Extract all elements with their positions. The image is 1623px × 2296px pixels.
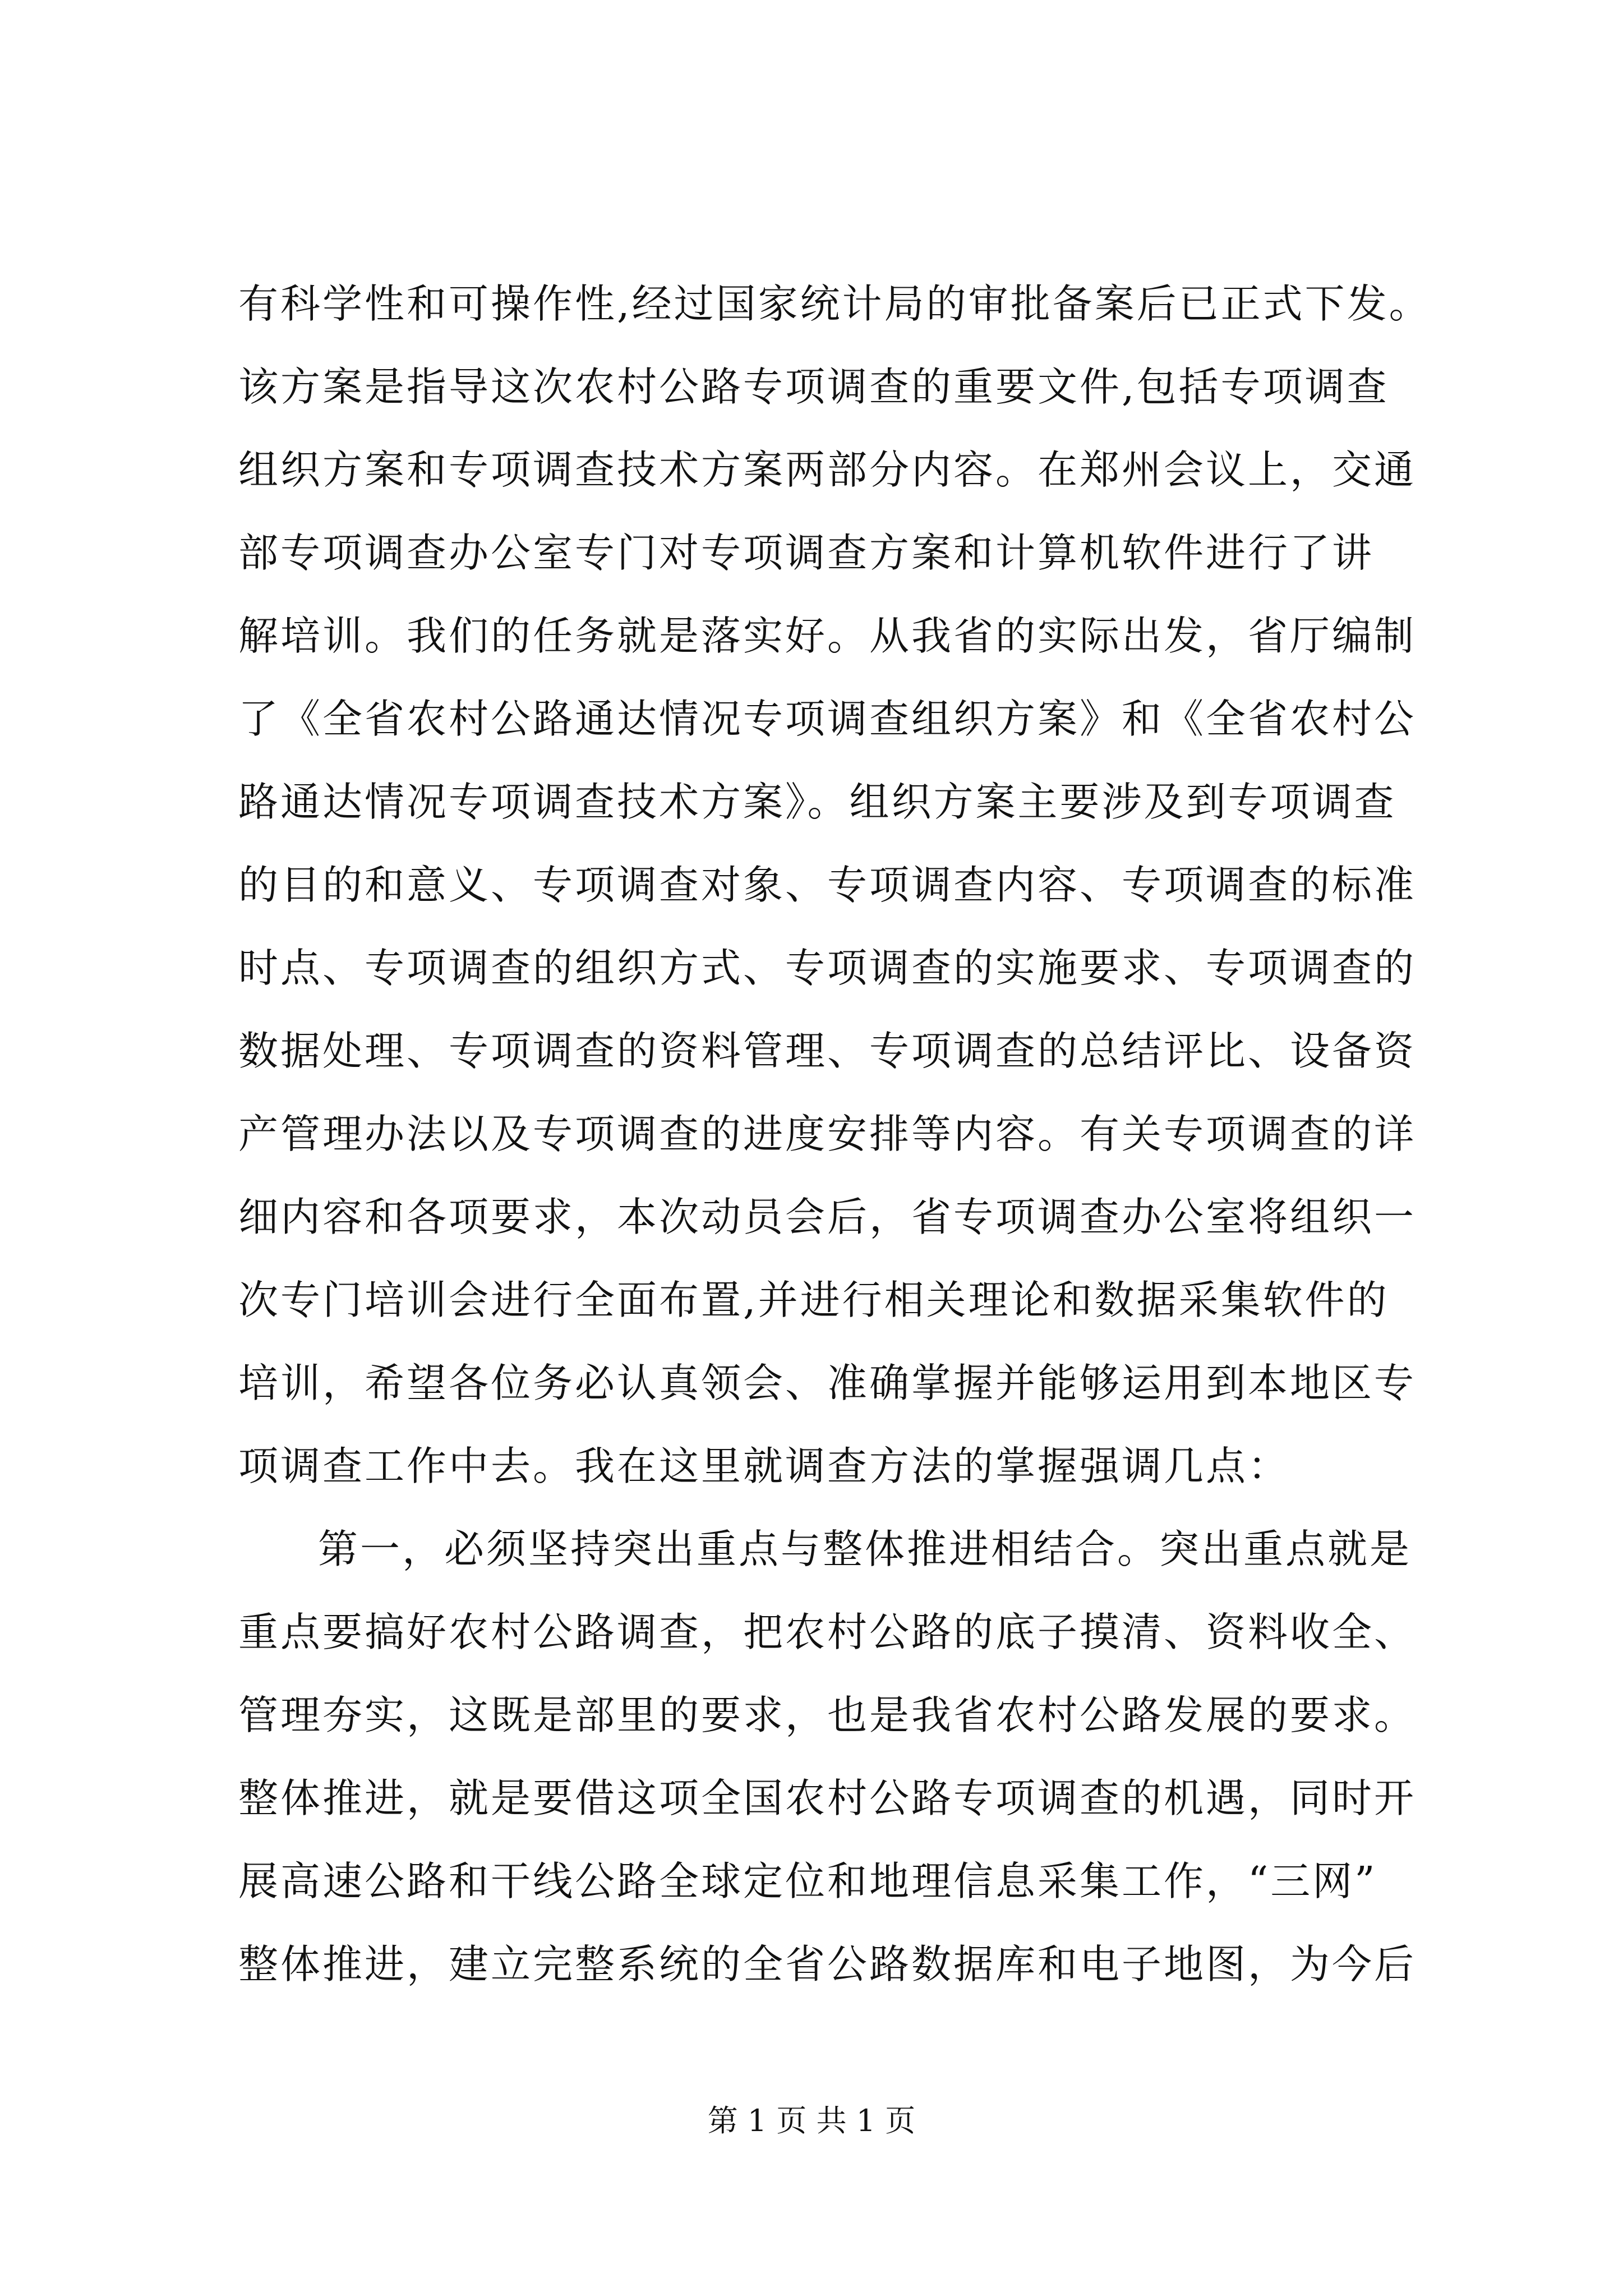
text-line: 细内容和各项要求，本次动员会后，省专项调查办公室将组织一: [238, 1194, 1417, 1240]
text-line: 重点要搞好农村公路调查，把农村公路的底子摸清、资料收全、: [238, 1609, 1417, 1655]
text-line: 解培训。我们的任务就是落实好。从我省的实际出发，省厅编制: [238, 613, 1417, 659]
text-line: 管理夯实，这既是部里的要求，也是我省农村公路发展的要求。: [238, 1692, 1417, 1738]
text-line: 部专项调查办公室专门对专项调查方案和计算机软件进行了讲: [238, 530, 1375, 576]
text-line: 项调查工作中去。我在这里就调查方法的掌握强调几点：: [238, 1443, 1290, 1489]
page-number-label: 第 1 页 共 1 页: [707, 2103, 916, 2138]
text-line: 整体推进，建立完整系统的全省公路数据库和电子地图，为今后: [238, 1941, 1417, 1987]
text-line: 组织方案和专项调查技术方案两部分内容。在郑州会议上，交通: [238, 447, 1417, 493]
document-body: [238, 263, 1431, 2006]
text-line: 时点、专项调查的组织方式、专项调查的实施要求、专项调查的: [238, 945, 1417, 991]
text-line: 展高速公路和干线公路全球定位和地理信息采集工作，“三网”: [238, 1858, 1377, 1904]
paragraph-2: [238, 1508, 1422, 2006]
paragraph-1: [238, 263, 1431, 1508]
text-line: 整体推进，就是要借这项全国农村公路专项调查的机遇，同时开: [238, 1775, 1417, 1821]
page-footer: [0, 2101, 1623, 2141]
text-line: 产管理办法以及专项调查的进度安排等内容。有关专项调查的详: [238, 1111, 1417, 1157]
text-line: 第一，必须坚持突出重点与整体推进相结合。突出重点就是: [318, 1526, 1412, 1572]
text-line: 的目的和意义、专项调查对象、专项调查内容、专项调查的标准: [238, 862, 1417, 908]
text-line: 路通达情况专项调查技术方案》。组织方案主要涉及到专项调查: [238, 779, 1396, 825]
text-line: 有科学性和可操作性,经过国家统计局的审批备案后已正式下发。: [238, 280, 1431, 327]
text-line: 了《全省农村公路通达情况专项调查组织方案》和《全省农村公: [238, 696, 1417, 742]
text-line: 培训，希望各位务必认真领会、准确掌握并能够运用到本地区专: [238, 1360, 1417, 1406]
text-line: 次专门培训会进行全面布置,并进行相关理论和数据采集软件的: [238, 1277, 1389, 1323]
text-line: 数据处理、专项调查的资料管理、专项调查的总结评比、设备资: [238, 1028, 1417, 1074]
text-line: 该方案是指导这次农村公路专项调查的重要文件,包括专项调查: [238, 364, 1389, 410]
